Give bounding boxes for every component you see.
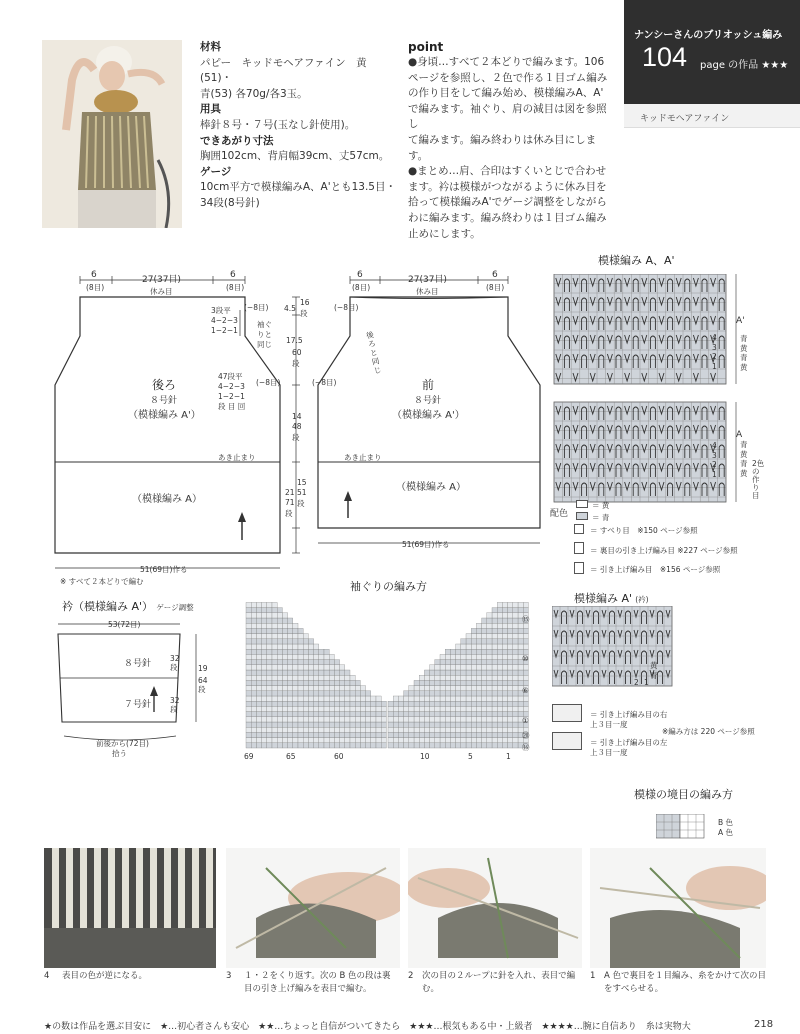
armhole-right-num: 10	[420, 752, 430, 761]
dec-line: 4−2−3	[211, 316, 238, 325]
row-num: 3	[712, 450, 717, 460]
step-text: 次の目の２ループに針を入れ、表目で編む。	[422, 971, 576, 994]
materials-line: パピー キッドモヘアファイン 黄(51)・	[200, 56, 367, 85]
color-label: 青	[740, 334, 748, 343]
tools-text: 棒針８号・７号(玉なし針使用)。	[200, 118, 356, 131]
color-label: 青	[740, 353, 748, 362]
height-a5c: 段	[285, 509, 293, 518]
yarn-sample	[624, 104, 800, 128]
symbol-left: ＝ 引き上げ編み目の左上３目一度	[590, 738, 668, 757]
materials-line: 青(53) 各70g/各3玉。	[200, 87, 308, 100]
collar-pickup-1: 前後から(72目)	[96, 739, 149, 748]
chart-aa-rows-bottom	[712, 441, 717, 479]
back-rest-label: 休み目	[150, 287, 173, 296]
armhole-left-num: 65	[286, 752, 296, 761]
point-line: 拾って模様編みA'でゲージ調整をしながら	[408, 196, 607, 209]
materials-block	[200, 40, 396, 212]
back-shoulder-left: 6	[91, 270, 97, 280]
legend-yellow-swatch	[576, 500, 588, 508]
collar-needle-upper: ８号針	[124, 659, 152, 669]
point-line: で編みます。袖ぐり、肩の減目は図を参照し	[408, 102, 607, 131]
boundary-a: A 色	[718, 828, 734, 837]
row-num: 1	[712, 469, 717, 479]
chart-a-prime-sub: (衿)	[635, 595, 649, 604]
page-ref: page の作品 ★★★	[700, 60, 789, 71]
gauge-line: 10cm平方で模様編みA、A'とも13.5目・	[200, 181, 396, 194]
row-marker: ⑥	[522, 686, 529, 695]
boundary-title: 模様の境目の編み方	[634, 788, 733, 801]
chart-aa-colors-bottom	[740, 440, 748, 478]
legend-item: ＝ 引き上げ編み目 ※156 ページ参照	[590, 565, 721, 574]
model-photo	[42, 40, 182, 228]
size-title: できあがり寸法	[200, 134, 274, 147]
point-line: の作り目をして編み始め、模様編みA、A'	[408, 87, 604, 100]
armhole-right-num: 1	[506, 752, 511, 761]
height-a5: 21	[285, 488, 295, 497]
gauge-title: ゲージ	[200, 165, 232, 178]
step-photo-1	[590, 848, 766, 968]
armhole-chart-grid	[240, 598, 540, 760]
color-label: 黄	[740, 449, 748, 459]
a-prime-row: 2	[634, 678, 639, 687]
row-marker: ⑮	[522, 615, 530, 624]
height-a2: 17.5	[286, 336, 303, 345]
color-label: 黄	[740, 362, 748, 372]
chart-aa-rows-top	[712, 333, 717, 371]
dec-line: 47段平	[218, 372, 243, 381]
legend-title: 配色	[550, 509, 569, 519]
armhole-chart-title: 袖ぐりの編み方	[350, 580, 427, 593]
color-label: 黄	[740, 468, 748, 478]
collar-total: 19	[198, 664, 208, 673]
height-a1b: 16	[300, 298, 310, 307]
height-a4c: 段	[297, 499, 305, 508]
front-opening: あき止まり	[344, 453, 382, 462]
gauge-line: 34段(8号針)	[200, 196, 260, 209]
chart-a-prime-title: 模様編み A'	[574, 592, 633, 605]
collar-title-sub: ゲージ調整	[156, 603, 194, 612]
back-needle: ８号針	[150, 396, 178, 406]
series-title: ナンシーさんのブリオッシュ編み	[634, 30, 783, 41]
front-pattern-lower: （模様編み A）	[396, 482, 467, 493]
chart-a-prime-grid	[552, 606, 682, 690]
a-prime-yellow: 黄	[650, 661, 658, 670]
front-rest-label: 休み目	[416, 287, 439, 296]
front-shoulder-left-sub: (8目)	[352, 283, 371, 292]
dec-right-icon	[552, 704, 582, 722]
row-marker: ⑩	[522, 654, 529, 663]
color-label: 青	[740, 440, 748, 449]
row-num: 4	[712, 441, 717, 450]
chart-aa-label-a: A	[736, 430, 743, 440]
legend-item: ＝ 裏目の引き上げ編み目 ※227 ページ参照	[590, 546, 738, 555]
step-text: 表目の色が逆になる。	[62, 971, 148, 981]
yarn-name: キッドモヘアファイン	[640, 114, 730, 124]
row-num: 4	[712, 333, 717, 342]
collar-pickup-2: 拾う	[112, 749, 127, 758]
color-label: 黄	[740, 343, 748, 353]
point-block	[408, 40, 608, 242]
cast-on-2: の作り目	[752, 467, 760, 500]
back-dec-side	[218, 372, 245, 412]
point-line: て編みます。編み終わりは休み目にします。	[408, 133, 597, 162]
collar-row-upper: 32段	[170, 654, 180, 672]
boundary-grid	[656, 814, 708, 842]
front-name: 前	[422, 378, 435, 392]
tools-title: 用具	[200, 103, 221, 116]
front-pattern-upper: （模様編み A'）	[392, 410, 465, 421]
back-shoulder-right: 6	[230, 270, 236, 280]
chart-a-prime-title-group	[574, 590, 649, 606]
row-num: 3	[712, 342, 717, 352]
step-text: １・２をくり返す。次の B 色の段は裏目の引き上げ編みを表目で編む。	[244, 971, 391, 994]
row-num: 2	[712, 352, 717, 361]
row-num: 2	[712, 460, 717, 469]
height-a1c: 段	[300, 309, 308, 318]
point-line: 止めにします。	[408, 227, 481, 240]
back-note: ※ すべて２本どりで編む	[60, 577, 144, 586]
step-num: 3	[226, 971, 232, 981]
collar-top-width: 53(72目)	[108, 620, 141, 629]
dec-line: 1−2−1	[218, 392, 245, 401]
symbol-ref: ※編み方は 220 ページ参照	[662, 727, 755, 736]
back-pattern-lower: （模様編み A）	[132, 494, 203, 505]
size-text: 胸囲102cm、背肩幅39cm、丈57cm。	[200, 150, 390, 163]
knit-brioche-icon	[574, 562, 584, 574]
dec-line: 4−2−3	[218, 382, 245, 391]
back-dec-top	[211, 306, 238, 336]
dec-line: 3段平	[211, 306, 231, 315]
height-a3c: 段	[292, 433, 300, 442]
row-marker: ①	[522, 716, 529, 725]
back-pattern-upper: （模様編み A'）	[128, 410, 201, 421]
step-photo-3	[226, 848, 400, 968]
front-dec-note: 後ろと同じ	[365, 329, 383, 376]
step-photo-4	[44, 848, 216, 968]
back-name: 後ろ	[152, 378, 177, 392]
boundary-b: B 色	[718, 818, 734, 827]
back-bottom-width: 51(69目)作る	[140, 565, 188, 574]
collar-needle-lower: ７号針	[124, 700, 152, 710]
dec-line: 1−2−1	[211, 326, 238, 335]
point-line: ●まとめ…肩、合印はすくいとじで合わせ	[408, 165, 607, 178]
back-dec-top-side: (−8目)	[244, 303, 269, 312]
front-shoulder-right: 6	[492, 270, 498, 280]
front-shoulder-right-sub: (8目)	[486, 283, 505, 292]
height-a1: 4.5	[284, 304, 296, 313]
height-a3b: 48	[292, 422, 302, 431]
symbol-right: ＝ 引き上げ編み目の右上３目一度	[590, 710, 668, 729]
armhole-left-num: 69	[244, 752, 254, 761]
chart-aa-label-a-prime: A'	[736, 316, 745, 326]
point-line: わに編みます。編み終わりは１目ゴム編み	[408, 211, 607, 224]
collar-row-lower: 32段	[170, 696, 180, 714]
collar-total-rows: 64段	[198, 676, 208, 694]
step-num: 4	[44, 971, 50, 981]
front-dec-side-side: (−8目)	[312, 378, 337, 387]
collar-title: 衿（模様編み A'）	[62, 600, 154, 613]
back-opening: あき止まり	[218, 453, 256, 462]
row-marker: ⑳	[522, 731, 530, 740]
height-a3: 14	[292, 412, 302, 421]
point-line: ます。衿は模様がつながるように休み目を	[408, 180, 607, 193]
materials-title: 材料	[200, 41, 221, 53]
chart-aa-title: 模様編み A、A'	[598, 254, 675, 267]
cast-on-1: 2色	[752, 459, 765, 468]
dec-left-icon	[552, 732, 582, 750]
back-dec-side-side: (−8目)	[256, 378, 281, 387]
chart-aa-colors-top	[740, 334, 748, 372]
back-shoulder-left-sub: (8目)	[86, 283, 105, 292]
point-line: ●身頃…すべて２本どりで編みます。106	[408, 56, 605, 68]
height-a4b: 51	[297, 488, 307, 497]
legend-item: ＝ すべり目 ※150 ページ参照	[590, 526, 698, 535]
front-bottom-width: 51(69目)作る	[402, 540, 450, 549]
height-a4: 15	[297, 478, 307, 487]
front-dec-top-side: (−8目)	[334, 303, 359, 312]
row-num: 1	[712, 361, 717, 371]
legend-yellow: ＝ 黄	[592, 501, 610, 510]
a-prime-blue: 青	[650, 671, 658, 680]
chart-aa-cast-on	[752, 460, 766, 500]
back-shoulder-right-sub: (8目)	[226, 283, 245, 292]
armhole-right-num: 5	[468, 752, 473, 761]
step-num: 2	[408, 971, 414, 981]
dec-line: 段 目 回	[218, 402, 246, 411]
difficulty-footer: ★の数は作品を選ぶ目安に ★…初心者さんも安心 ★★…ちょっと自信がついてきたら ★★★…根気もある中・上級者 ★★★★…腕に自信あり 糸は実物大	[44, 1022, 691, 1032]
front-needle: ８号針	[414, 396, 442, 406]
point-title: point	[408, 40, 444, 54]
armhole-left-num: 60	[334, 752, 344, 761]
step-text: A 色で裏目を１目編み、糸をかけて次の目をすべらせる。	[604, 971, 767, 994]
front-shoulder-left: 6	[357, 270, 363, 280]
slip-stitch-icon	[574, 524, 584, 534]
pattern-title-box	[624, 0, 800, 104]
back-armhole-note: 袖ぐりと同じ	[257, 320, 272, 349]
step-num: 1	[590, 971, 596, 981]
pattern-number: 104	[642, 42, 688, 72]
legend-blue: ＝ 青	[592, 513, 610, 522]
step-photo-2	[408, 848, 582, 968]
legend-blue-swatch	[576, 512, 588, 520]
row-marker: ⑯	[522, 743, 530, 752]
height-a2b: 60	[292, 348, 302, 357]
a-prime-row: 1	[644, 678, 649, 687]
height-a2c: 段	[292, 359, 300, 368]
back-center-top: 27(37目)	[142, 275, 181, 285]
front-center-top: 27(37目)	[408, 275, 447, 285]
purl-brioche-icon	[574, 542, 584, 554]
page-number: 218	[754, 1019, 774, 1030]
point-line: ページを参照し、２色で作る１目ゴム編み	[408, 71, 608, 84]
color-label: 青	[740, 459, 748, 468]
height-a5b: 71	[285, 498, 295, 507]
